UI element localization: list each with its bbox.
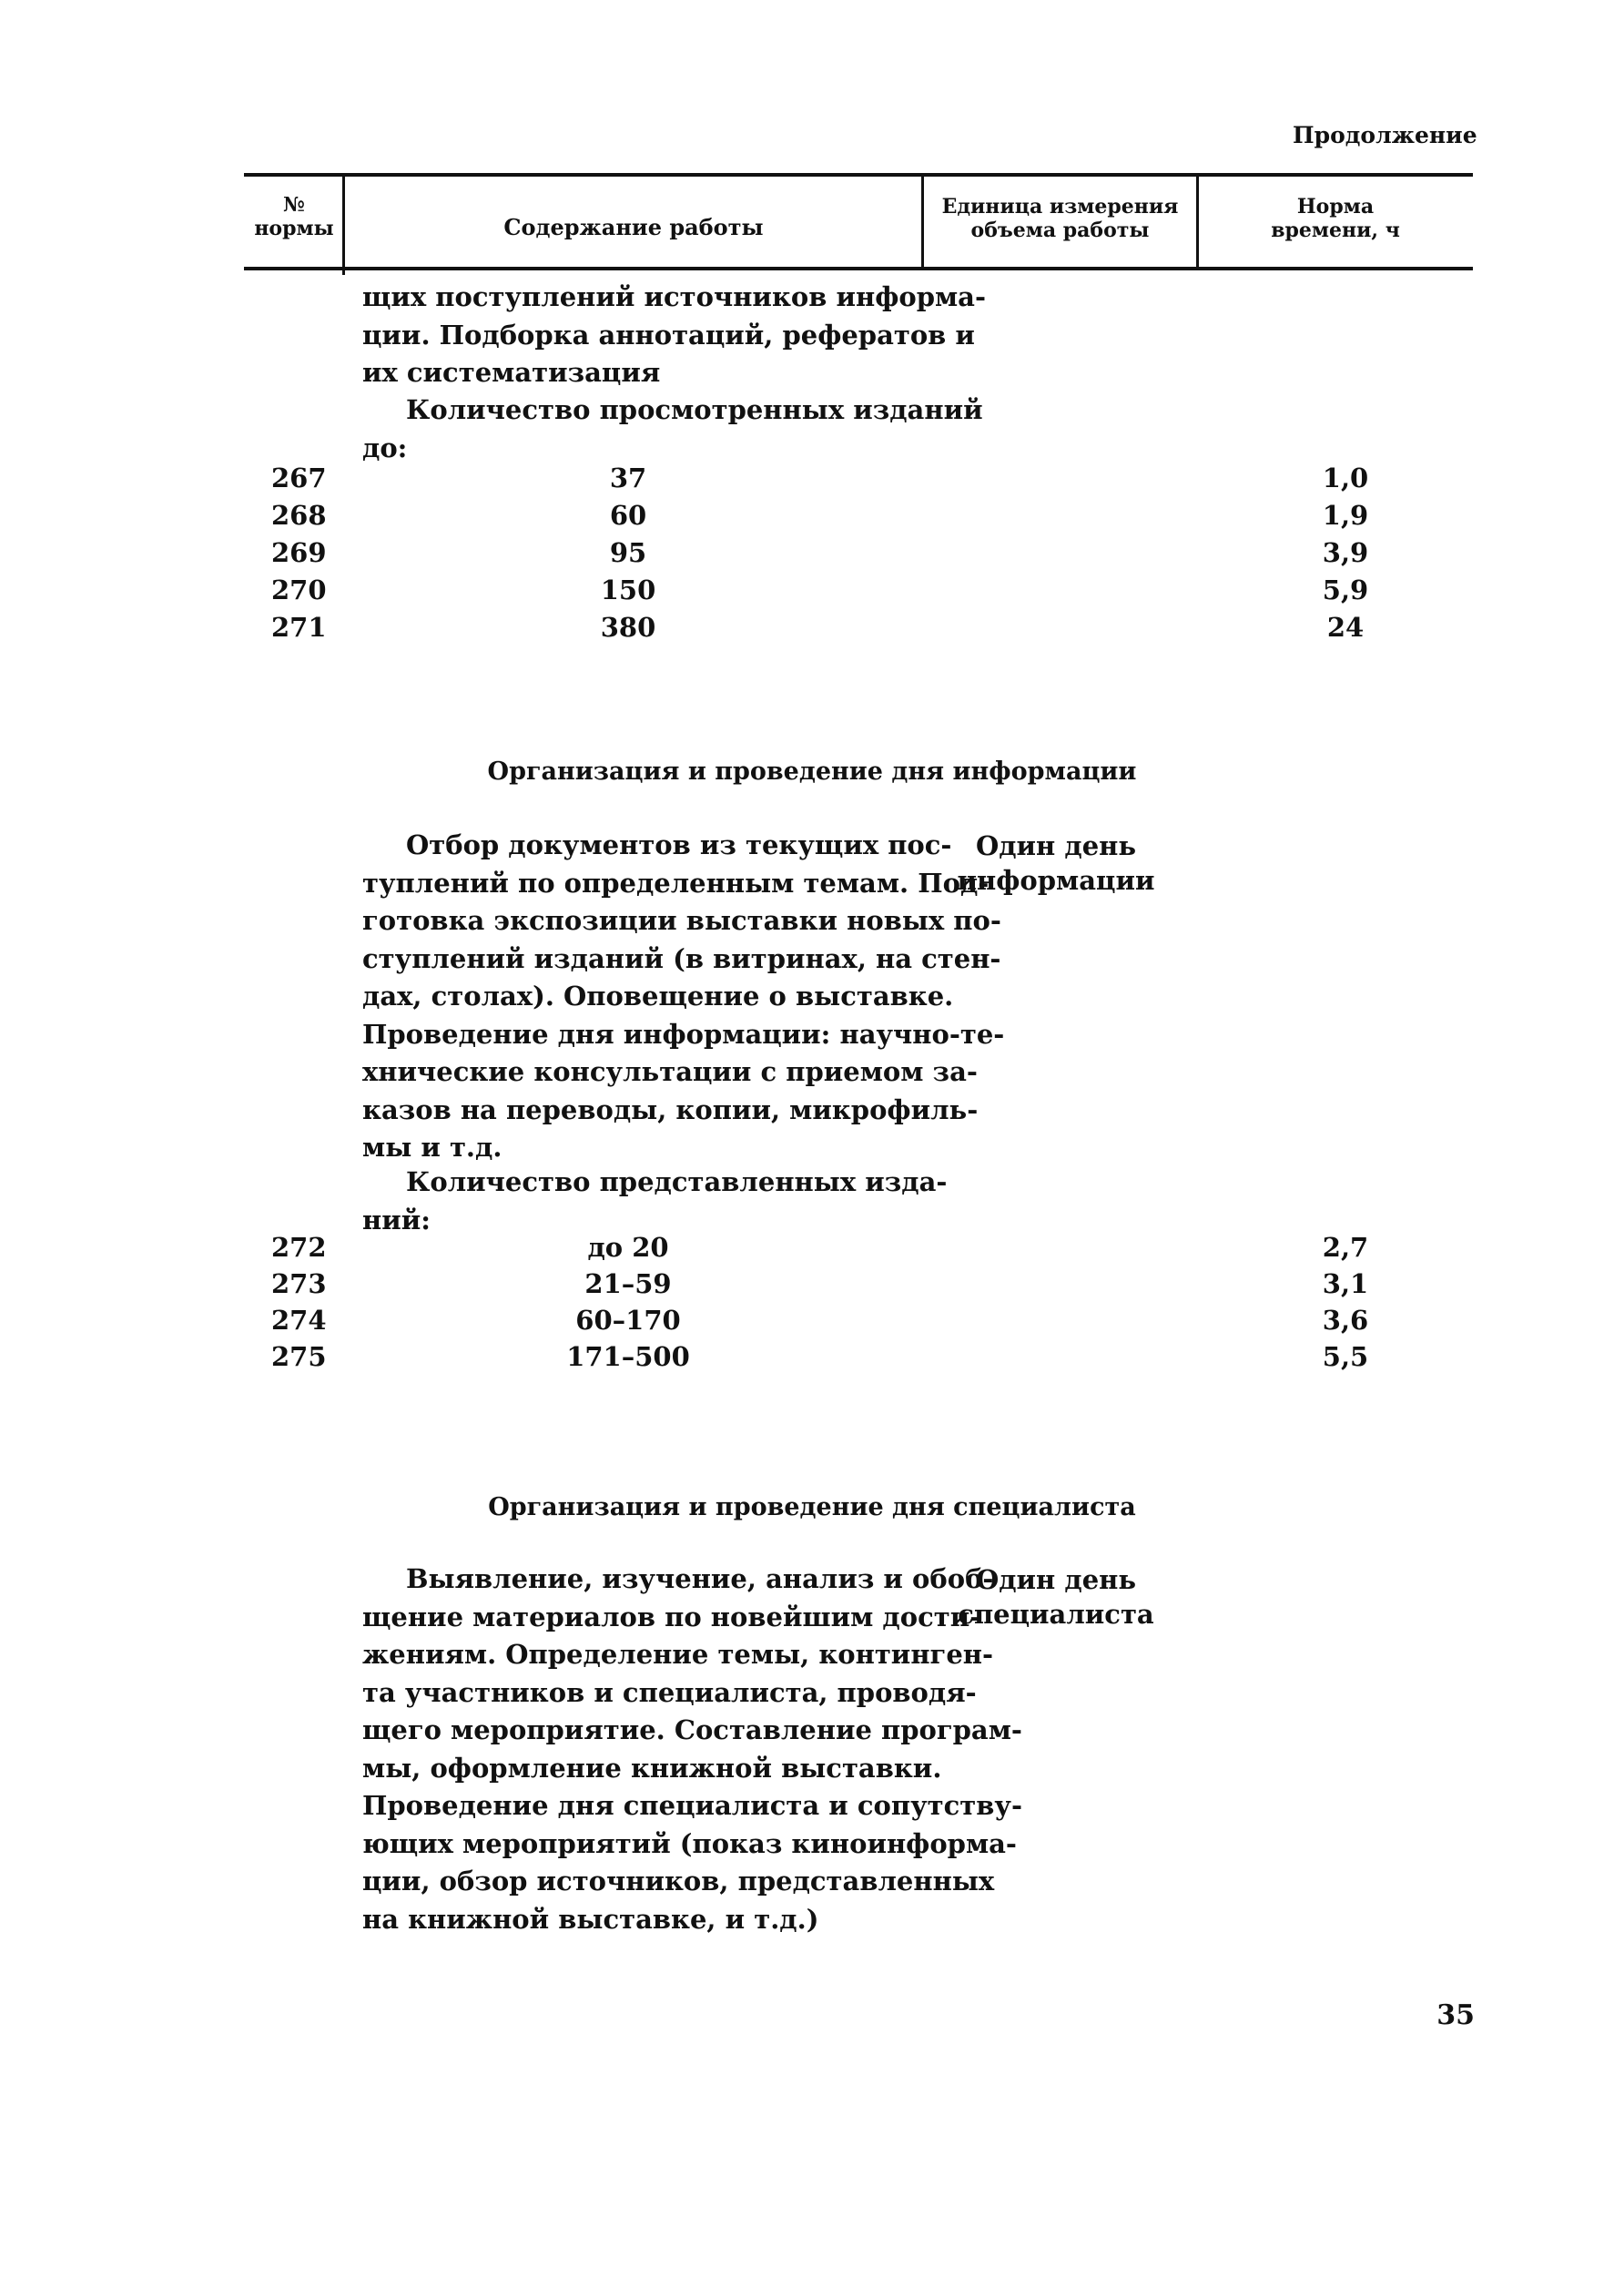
section3-text: Выявление, изучение, анализ и обоб- щение материалов по новейшим дости- жениям. Определение темы, континген- та участников и специалиста, проводя- щего мероприятие. Составление програм- мы, оформление книжной выставки. Проведение дня специалиста и сопутству- ющих мероприятий (показ киноинформа- ции, обзор источников, представленных на книжной выставке, и т.д.) (362, 1563, 1023, 1935)
table-top-rule (244, 173, 1473, 177)
section2-value-273: 21–59 (584, 1268, 672, 1299)
continuation-label: Продолжение (1293, 122, 1477, 148)
section2-title: Организация и проведение дня информации (487, 758, 1137, 786)
section2-norm-272: 272 (271, 1232, 327, 1263)
section2-value-275: 171–500 (566, 1341, 690, 1372)
section2-time-273: 3,1 (1322, 1268, 1369, 1299)
section2-time-274: 3,6 (1322, 1305, 1369, 1336)
section2-text: Отбор документов из текущих пос- туплений по определенным темам. Под- готовка экспозиции выставки новых по- ступлений изданий (в витринах, на стен- дах, столах). Оповещение о выставке. Проведение дня информации: научно-те- хнические консультации с приемом за- казов на переводы, копии, микрофиль- мы и т.д. (362, 829, 1005, 1163)
section2-value-274: 60–170 (575, 1305, 681, 1336)
block1-subheading: Количество просмотренных изданий до: (362, 394, 983, 463)
block1-norm-271: 271 (271, 612, 327, 643)
table-col-divider-1-cont (342, 269, 345, 275)
header-unit: Единица измерения объема работы (941, 195, 1179, 242)
section3-unit: Один день специалиста (958, 1564, 1154, 1630)
block1-time-270: 5,9 (1322, 575, 1369, 605)
block1-text: щих поступлений источников информа- ции. Подборка аннотаций, рефератов и их систематизация (362, 281, 986, 388)
block1-time-269: 3,9 (1322, 537, 1369, 568)
block1-value-271: 380 (600, 612, 656, 643)
section2-norm-273: 273 (271, 1268, 327, 1299)
section2-norm-275: 275 (271, 1341, 327, 1372)
section2-unit: Один день информации (957, 830, 1155, 896)
block1-time-267: 1,0 (1322, 463, 1369, 493)
section2-time-272: 2,7 (1322, 1232, 1369, 1263)
header-norm-number: № нормы (254, 193, 334, 240)
table-col-divider-1 (342, 175, 345, 269)
block1-value-270: 150 (600, 575, 656, 605)
block1-norm-267: 267 (271, 463, 327, 493)
section3-title: Организация и проведение дня специалиста (488, 1493, 1136, 1521)
section2-value-272: до 20 (587, 1232, 669, 1263)
section2-subheading: Количество представленных изда- ний: (362, 1166, 948, 1236)
header-time-norm: Норма времени, ч (1271, 195, 1400, 242)
block1-norm-268: 268 (271, 500, 327, 531)
block1-value-269: 95 (609, 537, 647, 568)
block1-value-268: 60 (609, 500, 647, 531)
header-work-content: Содержание работы (503, 214, 764, 240)
block1-norm-270: 270 (271, 575, 327, 605)
block1-time-268: 1,9 (1322, 500, 1369, 531)
block1-norm-269: 269 (271, 537, 327, 568)
page-number: 35 (1436, 1999, 1475, 2031)
section2-time-275: 5,5 (1322, 1341, 1369, 1372)
section2-norm-274: 274 (271, 1305, 327, 1336)
block1-value-267: 37 (609, 463, 647, 493)
table-header-bottom-rule (244, 267, 1473, 270)
block1-time-271: 24 (1326, 612, 1365, 643)
